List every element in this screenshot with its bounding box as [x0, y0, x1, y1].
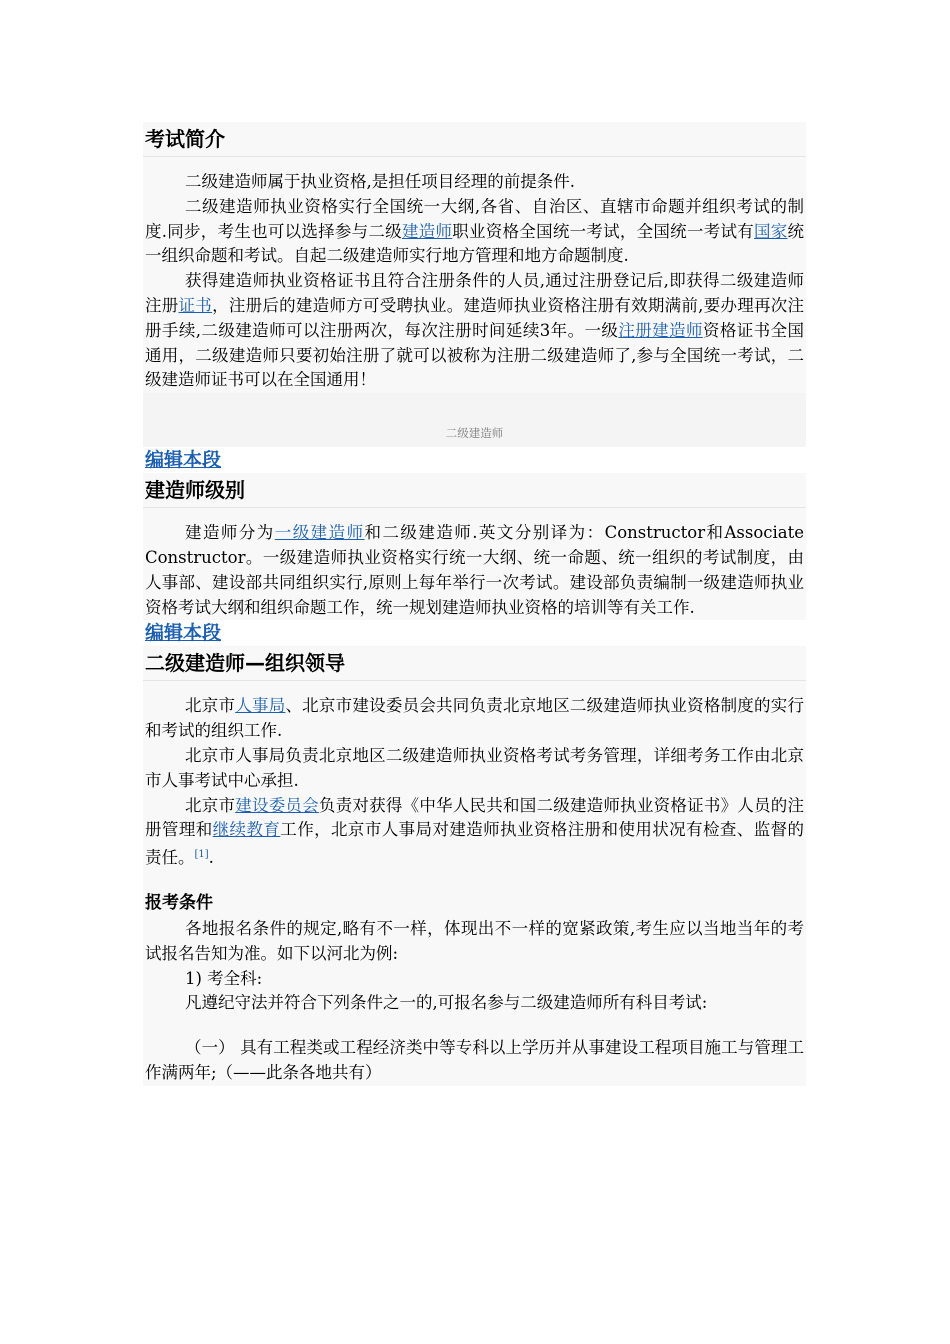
paragraph: （一） 具有工程类或工程经济类中等专科以上学历并从事建设工程项目施工与管理工作满两年;（——此条各地共有）: [145, 1038, 804, 1082]
section-title-exam-intro: 考试简介: [143, 122, 806, 157]
edit-section-link[interactable]: 编辑本段: [143, 447, 806, 473]
link-jianzaoshi[interactable]: 建造师: [401, 221, 453, 241]
link-jixu-jiaoyu[interactable]: 继续教育: [212, 820, 281, 840]
link-jianshe-weiyuanhui[interactable]: 建设委员会: [235, 795, 319, 815]
link-renshiju[interactable]: 人事局: [235, 696, 286, 716]
paragraph: 二级建造师执业资格实行全国统一大纲,各省、自治区、直辖市命题并组织考试的制度.同步，考生也可以选择参与二级建造师职业资格全国统一考试，全国统一考试有国家统一组织命题和考试。自起二级建造师实行地方管理和地方命题制度.: [145, 196, 805, 266]
section-title-requirements: 报考条件: [145, 892, 213, 913]
paragraph: 建造师分为一级建造师和二级建造师.英文分别译为：Constructor和Associate Constructor。一级建造师执业资格实行统一大纲、统一命题、统一组织的考试制度，由人事部、建设部共同组织实行,原则上每年举行一次考试。建设部负责编制一级建造师执业资格考试大纲和组织命题工作，统一规划建造师执业资格的培训等有关工作.: [145, 523, 805, 617]
section-title-organization: 二级建造师—组织领导: [143, 646, 806, 681]
link-zhuce-jianzaoshi[interactable]: 注册建造师: [618, 320, 703, 340]
edit-section-link[interactable]: 编辑本段: [143, 620, 806, 646]
paragraph: 1) 考全科:: [185, 968, 263, 988]
paragraph: 北京市建设委员会负责对获得《中华人民共和国二级建造师执业资格证书》人员的注册管理和继续教育工作，北京市人事局对建造师执业资格注册和使用状况有检查、监督的责任。[1].: [145, 795, 805, 868]
link-guojia[interactable]: 国家: [753, 221, 788, 241]
paragraph: 凡遵纪守法并符合下列条件之一的,可报名参与二级建造师所有科目考试:: [185, 993, 708, 1013]
paragraph: 获得建造师执业资格证书且符合注册条件的人员,通过注册登记后,即获得二级建造师注册证书，注册后的建造师方可受聘执业。建造师执业资格注册有效期满前,要办理再次注册手续,二级建造师可以注册两次，每次注册时间延续3年。一级注册建造师资格证书全国通用，二级建造师只要初始注册了就可以被称为注册二级建造师了,参与全国统一考试，二级建造师证书可以在全国通用！: [145, 271, 805, 390]
reference-marker[interactable]: [1]: [194, 849, 209, 861]
link-zhengshu[interactable]: 证书: [178, 295, 213, 315]
paragraph: 各地报名条件的规定,略有不一样，体现出不一样的宽紧政策,考生应以当地当年的考试报名告知为准。如下以河北为例:: [145, 918, 804, 963]
article-content: [143, 122, 806, 1086]
paragraph: 二级建造师属于执业资格,是担任项目经理的前提条件.: [185, 172, 575, 191]
paragraph: 北京市人事局、北京市建设委员会共同负责北京地区二级建造师执业资格制度的实行和考试的组织工作.: [145, 696, 805, 741]
link-yiji-jianzaoshi[interactable]: 一级建造师: [274, 523, 365, 543]
image-caption: 二级建造师: [143, 393, 806, 447]
paragraph: 北京市人事局负责北京地区二级建造师执业资格考试考务管理，详细考务工作由北京市人事考试中心承担.: [145, 745, 804, 790]
section-title-levels: 建造师级别: [143, 473, 806, 508]
